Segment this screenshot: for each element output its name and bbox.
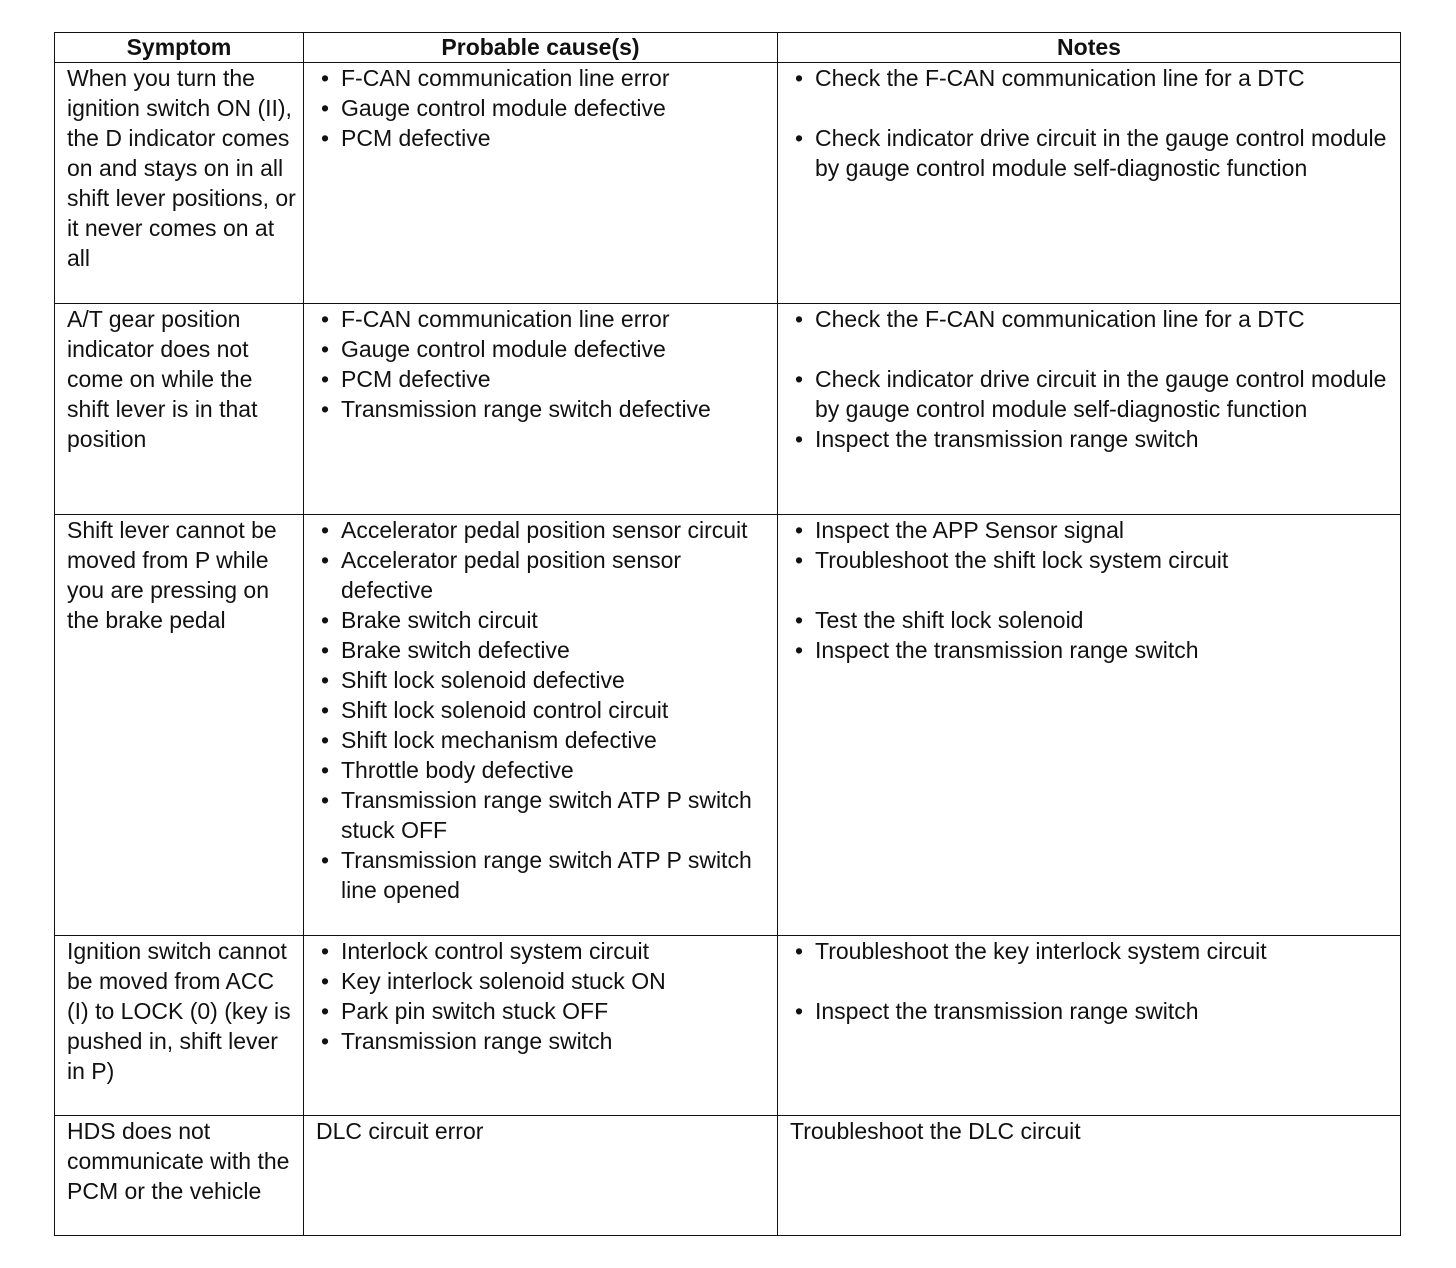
list-item: • Shift lock mechanism defective <box>316 725 771 755</box>
list-item: • Test the shift lock solenoid <box>790 605 1394 635</box>
list-item: • Park pin switch stuck OFF <box>316 996 771 1026</box>
list-item: • Check the F-CAN communication line for a DTC <box>790 63 1394 93</box>
table-row <box>55 515 1401 936</box>
note-list <box>790 63 1394 183</box>
table-row <box>55 1116 1401 1236</box>
list-item: • Inspect the transmission range switch <box>790 635 1394 665</box>
causes-cell <box>304 515 778 936</box>
symptom-cell: A/T gear position indicator does not come on while the shift lever is in that position <box>55 304 304 515</box>
list-item: • F-CAN communication line error <box>316 304 771 334</box>
symptom-cell: Ignition switch cannot be moved from ACC (I) to LOCK (0) (key is pushed in, shift lever in P) <box>55 936 304 1116</box>
list-item: • Inspect the transmission range switch <box>790 996 1394 1026</box>
cause-list <box>316 304 771 424</box>
list-item: • Transmission range switch ATP P switch line opened <box>316 845 771 905</box>
note-list <box>790 304 1394 454</box>
symptom-cell: Shift lever cannot be moved from P while you are pressing on the brake pedal <box>55 515 304 936</box>
table-row <box>55 304 1401 515</box>
list-item: • Shift lock solenoid control circuit <box>316 695 771 725</box>
list-item: • Check indicator drive circuit in the gauge control module by gauge control module self-diagnostic function <box>790 123 1394 183</box>
cause-list <box>316 515 771 905</box>
list-item: • Brake switch defective <box>316 635 771 665</box>
list-item: • PCM defective <box>316 123 771 153</box>
list-item: • Check the F-CAN communication line for a DTC <box>790 304 1394 334</box>
table-row <box>55 936 1401 1116</box>
list-item: • Inspect the transmission range switch <box>790 424 1394 454</box>
notes-cell <box>778 63 1401 304</box>
causes-cell <box>304 936 778 1116</box>
note-list <box>790 936 1394 1026</box>
list-item: • F-CAN communication line error <box>316 63 771 93</box>
list-item: • Key interlock solenoid stuck ON <box>316 966 771 996</box>
troubleshooting-table <box>54 32 1401 1236</box>
list-item: • Troubleshoot the key interlock system circuit <box>790 936 1394 966</box>
notes-cell <box>778 304 1401 515</box>
notes-cell <box>778 515 1401 936</box>
list-item: • Shift lock solenoid defective <box>316 665 771 695</box>
notes-header: Notes <box>778 33 1401 63</box>
list-item: • PCM defective <box>316 364 771 394</box>
symptom-cell: HDS does not communicate with the PCM or the vehicle <box>55 1116 304 1236</box>
list-item: • Accelerator pedal position sensor circuit <box>316 515 771 545</box>
causes-header: Probable cause(s) <box>304 33 778 63</box>
notes-cell <box>778 936 1401 1116</box>
list-item: • Gauge control module defective <box>316 334 771 364</box>
causes-cell <box>304 304 778 515</box>
symptom-header: Symptom <box>55 33 304 63</box>
cause-text: DLC circuit error <box>316 1118 484 1144</box>
cause-list <box>316 936 771 1056</box>
list-item: • Transmission range switch defective <box>316 394 771 424</box>
note-text: Troubleshoot the DLC circuit <box>790 1118 1081 1144</box>
list-item: • Gauge control module defective <box>316 93 771 123</box>
notes-cell <box>778 1116 1401 1236</box>
list-item: • Inspect the APP Sensor signal <box>790 515 1394 545</box>
list-item: • Troubleshoot the shift lock system circuit <box>790 545 1394 575</box>
list-item: • Accelerator pedal position sensor defective <box>316 545 771 605</box>
causes-cell <box>304 1116 778 1236</box>
symptom-cell: When you turn the ignition switch ON (II), the D indicator comes on and stays on in all shift lever positions, or it never comes on at all <box>55 63 304 304</box>
note-list <box>790 515 1394 665</box>
table-row <box>55 63 1401 304</box>
list-item: • Brake switch circuit <box>316 605 771 635</box>
list-item: • Check indicator drive circuit in the gauge control module by gauge control module self-diagnostic function <box>790 364 1394 424</box>
header-row <box>55 33 1401 63</box>
list-item: • Throttle body defective <box>316 755 771 785</box>
list-item: • Transmission range switch ATP P switch stuck OFF <box>316 785 771 845</box>
causes-cell <box>304 63 778 304</box>
list-item: • Interlock control system circuit <box>316 936 771 966</box>
list-item: • Transmission range switch <box>316 1026 771 1056</box>
cause-list <box>316 63 771 153</box>
